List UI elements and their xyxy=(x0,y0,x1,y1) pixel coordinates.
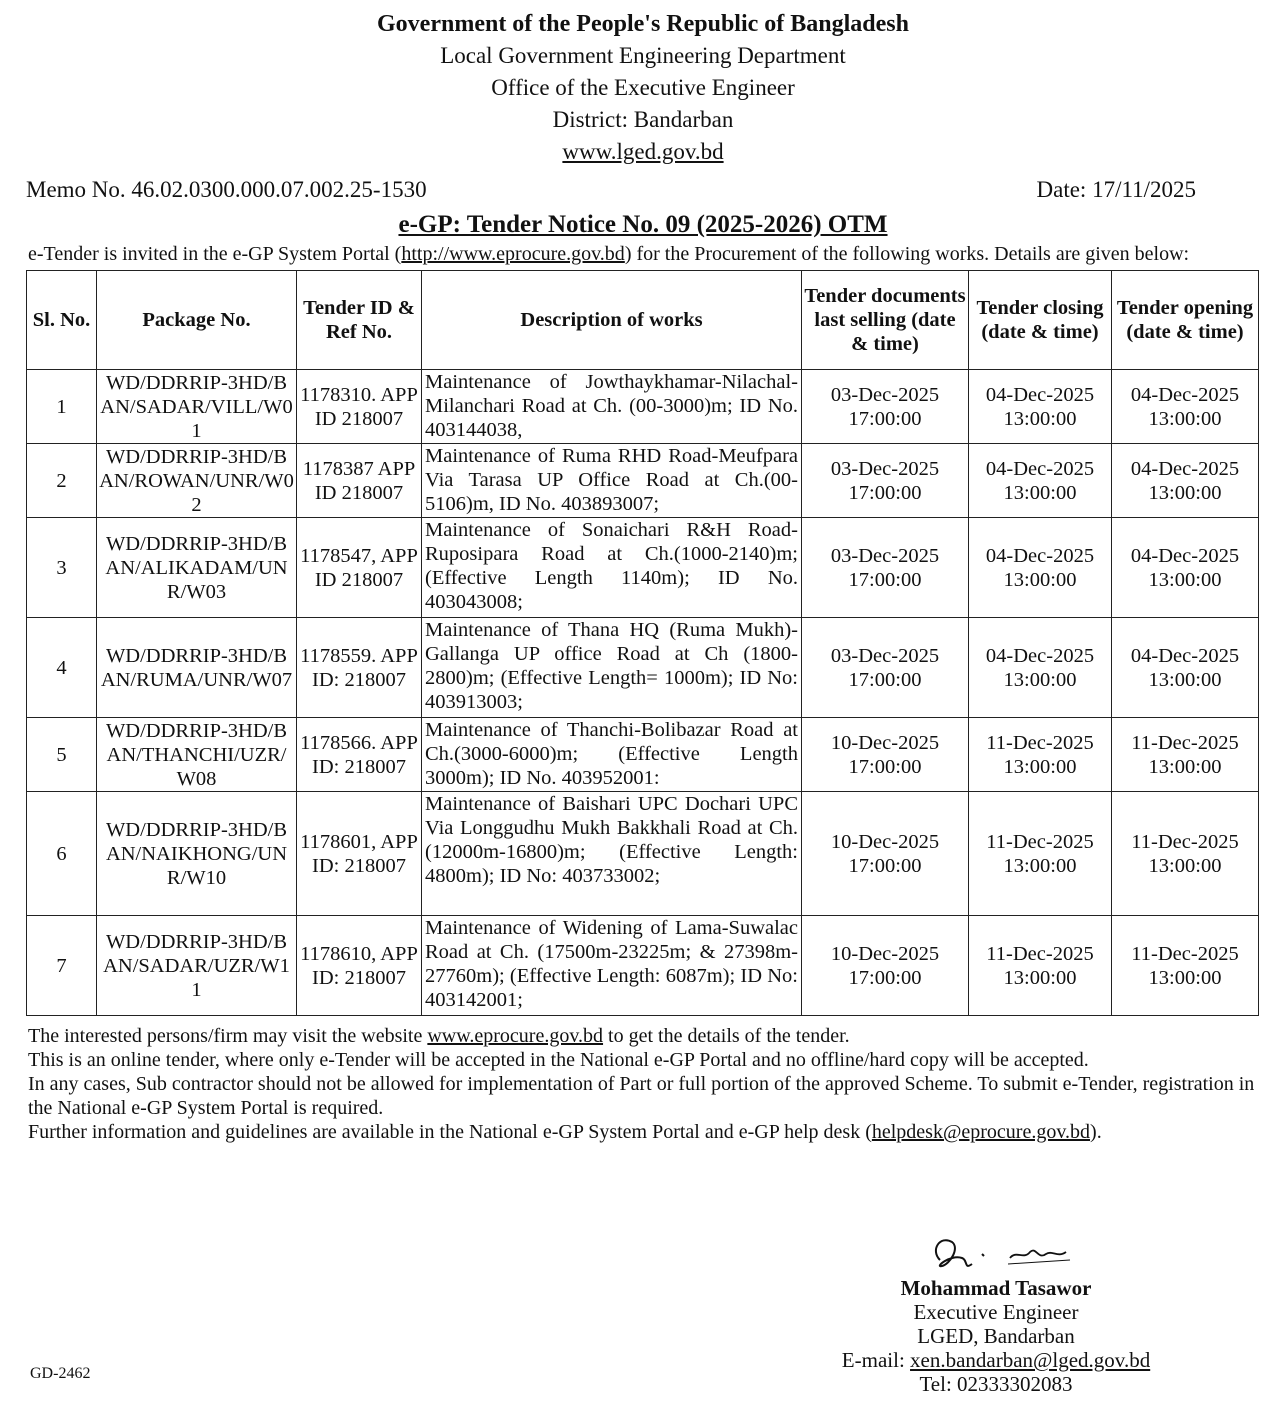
cell-opening: 04-Dec-2025 13:00:00 xyxy=(1112,618,1259,718)
table-row xyxy=(27,370,1259,444)
cell-tender-id: 1178610, APP ID: 218007 xyxy=(297,916,422,1016)
cell-package: WD/DDRRIP-3HD/BAN/NAIKHONG/UNR/W10 xyxy=(97,792,297,916)
cell-package: WD/DDRRIP-3HD/BAN/ALIKADAM/UNR/W03 xyxy=(97,518,297,618)
cell-selling: 03-Dec-2025 17:00:00 xyxy=(802,618,969,718)
department-name: Local Government Engineering Department xyxy=(440,43,846,68)
table-row xyxy=(27,718,1259,792)
cell-sl: 7 xyxy=(27,916,97,1016)
cell-selling: 03-Dec-2025 17:00:00 xyxy=(802,444,969,518)
cell-tender-id: 1178547, APP ID 218007 xyxy=(297,518,422,618)
note-text: ). xyxy=(1090,1121,1102,1143)
cell-opening: 11-Dec-2025 13:00:00 xyxy=(1112,916,1259,1016)
table-row xyxy=(27,916,1259,1016)
intro-paragraph xyxy=(28,242,1258,266)
cell-opening: 11-Dec-2025 13:00:00 xyxy=(1112,718,1259,792)
website-link[interactable]: www.lged.gov.bd xyxy=(562,139,724,164)
government-name: Government of the People's Republic of Bangladesh xyxy=(377,11,909,37)
signatory-name: Mohammad Tasawor xyxy=(900,1276,1092,1300)
letterhead xyxy=(0,8,1286,168)
cell-package: WD/DDRRIP-3HD/BAN/ROWAN/UNR/W02 xyxy=(97,444,297,518)
cell-selling: 03-Dec-2025 17:00:00 xyxy=(802,370,969,444)
cell-selling: 10-Dec-2025 17:00:00 xyxy=(802,792,969,916)
col-header-sl: Sl. No. xyxy=(27,271,97,370)
cell-closing: 04-Dec-2025 13:00:00 xyxy=(969,618,1112,718)
cell-description: Maintenance of Thana HQ (Ruma Mukh)-Gallanga UP office Road at Ch (1800-2800)m; (Effective Length= 1000m); ID No: 403913003; xyxy=(422,618,802,718)
note-helpdesk xyxy=(28,1120,1258,1144)
eprocure-website-link[interactable]: www.eprocure.gov.bd xyxy=(427,1025,604,1047)
note-text: to get the details of the tender. xyxy=(603,1025,850,1047)
col-header-package: Package No. xyxy=(97,271,297,370)
cell-closing: 11-Dec-2025 13:00:00 xyxy=(969,792,1112,916)
memo-date: Date: 17/11/2025 xyxy=(1036,177,1196,202)
note-text: The interested persons/firm may visit the website xyxy=(28,1025,428,1047)
cell-sl: 3 xyxy=(27,518,97,618)
table-row xyxy=(27,618,1259,718)
col-header-selling: Tender documents last selling (date & time) xyxy=(802,271,969,370)
cell-sl: 5 xyxy=(27,718,97,792)
email-label: E-mail: xyxy=(841,1348,911,1372)
signatory-email-line xyxy=(826,1348,1166,1372)
note-subcontractor: In any cases, Sub contractor should not be allowed for implementation of Part or full portion of the approved Scheme. To submit e-Tender, registration in the National e-GP System Portal is required. xyxy=(28,1073,1255,1119)
intro-text-end: ) for the Procurement of the following works. Details are given below: xyxy=(624,243,1190,265)
cell-opening: 04-Dec-2025 13:00:00 xyxy=(1112,444,1259,518)
cell-package: WD/DDRRIP-3HD/BAN/THANCHI/UZR/W08 xyxy=(97,718,297,792)
col-header-opening: Tender opening (date & time) xyxy=(1112,271,1259,370)
cell-package: WD/DDRRIP-3HD/BAN/SADAR/VILL/W01 xyxy=(97,370,297,444)
cell-closing: 11-Dec-2025 13:00:00 xyxy=(969,916,1112,1016)
cell-description: Maintenance of Jowthaykhamar-Nilachal-Milanchari Road at Ch. (00-3000)m; ID No. 403144038, xyxy=(422,370,802,444)
cell-selling: 03-Dec-2025 17:00:00 xyxy=(802,518,969,618)
col-header-tender-id: Tender ID & Ref No. xyxy=(297,271,422,370)
cell-sl: 4 xyxy=(27,618,97,718)
note-online-tender: This is an online tender, where only e-Tender will be accepted in the National e-GP Portal and no offline/hard copy will be accepted. xyxy=(28,1049,1089,1071)
notes-section xyxy=(28,1024,1258,1144)
cell-closing: 04-Dec-2025 13:00:00 xyxy=(969,370,1112,444)
cell-description: Maintenance of Ruma RHD Road-Meufpara Via Tarasa UP Office Road at Ch.(00-5106)m, ID No. 403893007; xyxy=(422,444,802,518)
cell-tender-id: 1178559. APP ID: 218007 xyxy=(297,618,422,718)
table-row xyxy=(27,518,1259,618)
cell-description: Maintenance of Sonaichari R&H Road-Ruposipara Road at Ch.(1000-2140)m; (Effective Length 1140m); ID No. 403043008; xyxy=(422,518,802,618)
cell-description: Maintenance of Thanchi-Bolibazar Road at Ch.(3000-6000)m; (Effective Length 3000m); ID No. 403952001: xyxy=(422,718,802,792)
cell-opening: 04-Dec-2025 13:00:00 xyxy=(1112,518,1259,618)
note-text: Further information and guidelines are available in the National e-GP System Portal and e-GP help desk ( xyxy=(28,1121,872,1143)
cell-tender-id: 1178310. APP ID 218007 xyxy=(297,370,422,444)
signatory-tel: Tel: 02333302083 xyxy=(919,1372,1073,1396)
table-row xyxy=(27,792,1259,916)
table-header-row xyxy=(27,271,1259,370)
eprocure-link[interactable]: http://www.eprocure.gov.bd xyxy=(401,243,625,265)
cell-tender-id: 1178601, APP ID: 218007 xyxy=(297,792,422,916)
intro-text-start: e-Tender is invited in the e-GP System Portal ( xyxy=(28,243,402,265)
memo-number: Memo No. 46.02.0300.000.07.002.25-1530 xyxy=(26,177,427,202)
memo-line xyxy=(26,172,1196,208)
signature-block xyxy=(826,1236,1166,1396)
cell-tender-id: 1178566. APP ID: 218007 xyxy=(297,718,422,792)
notice-title: e-GP: Tender Notice No. 09 (2025-2026) OTM xyxy=(398,211,888,238)
table-row xyxy=(27,444,1259,518)
cell-description: Maintenance of Widening of Lama-Suwalac Road at Ch. (17500m-23225m; & 27398m-27760m); (Effective Length: 6087m); ID No: 403142001; xyxy=(422,916,802,1016)
cell-closing: 04-Dec-2025 13:00:00 xyxy=(969,518,1112,618)
cell-closing: 11-Dec-2025 13:00:00 xyxy=(969,718,1112,792)
cell-package: WD/DDRRIP-3HD/BAN/SADAR/UZR/W11 xyxy=(97,916,297,1016)
cell-closing: 04-Dec-2025 13:00:00 xyxy=(969,444,1112,518)
cell-tender-id: 1178387 APP ID 218007 xyxy=(297,444,422,518)
cell-description: Maintenance of Baishari UPC Dochari UPC Via Longgudhu Mukh Bakkhali Road at Ch. (12000m-16800)m; (Effective Length: 4800m); ID No: 403733002; xyxy=(422,792,802,916)
signatory-org: LGED, Bandarban xyxy=(917,1324,1075,1348)
cell-selling: 10-Dec-2025 17:00:00 xyxy=(802,916,969,1016)
cell-opening: 04-Dec-2025 13:00:00 xyxy=(1112,370,1259,444)
col-header-closing: Tender closing (date & time) xyxy=(969,271,1112,370)
cell-sl: 6 xyxy=(27,792,97,916)
cell-package: WD/DDRRIP-3HD/BAN/RUMA/UNR/W07 xyxy=(97,618,297,718)
cell-sl: 1 xyxy=(27,370,97,444)
helpdesk-email-link[interactable]: helpdesk@eprocure.gov.bd xyxy=(871,1121,1091,1143)
cell-opening: 11-Dec-2025 13:00:00 xyxy=(1112,792,1259,916)
district-name: District: Bandarban xyxy=(552,107,734,132)
col-header-description: Description of works xyxy=(422,271,802,370)
signatory-email-link[interactable]: xen.bandarban@lged.gov.bd xyxy=(910,1348,1151,1372)
document-code: GD-2462 xyxy=(30,1365,91,1382)
cell-sl: 2 xyxy=(27,444,97,518)
cell-selling: 10-Dec-2025 17:00:00 xyxy=(802,718,969,792)
note-website xyxy=(28,1024,1258,1048)
office-name: Office of the Executive Engineer xyxy=(491,75,795,100)
tender-table xyxy=(26,270,1259,1016)
signatory-title: Executive Engineer xyxy=(913,1300,1079,1324)
